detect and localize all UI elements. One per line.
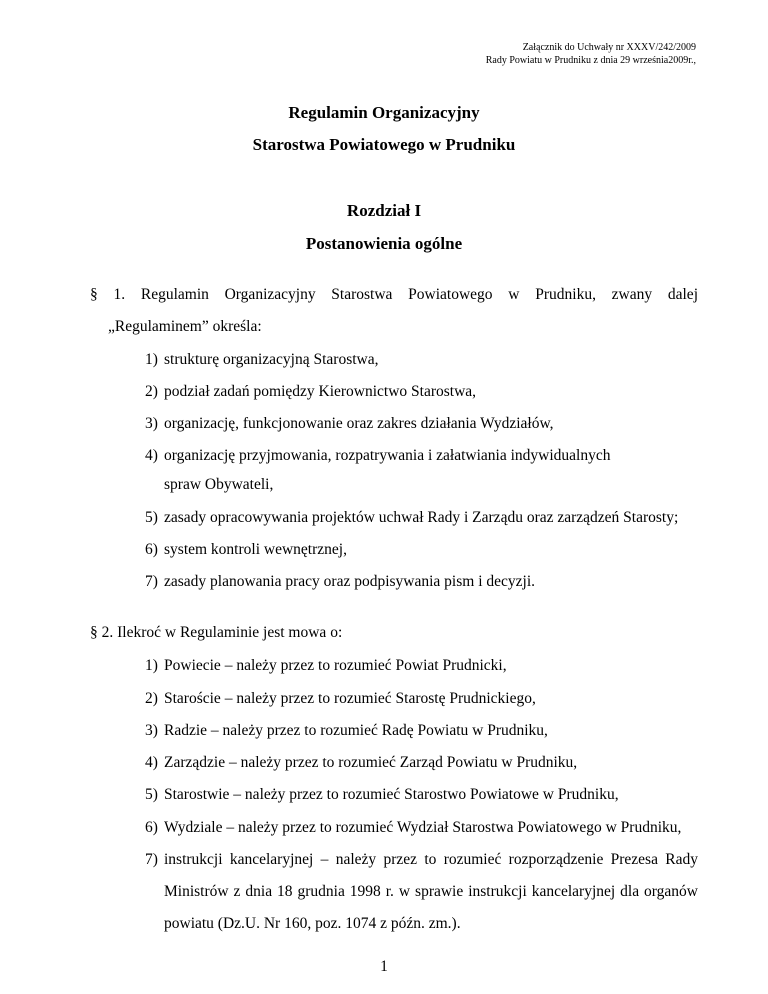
item-number: 7): [145, 851, 158, 868]
section-1-item-7: [145, 572, 535, 592]
section-2-item-1: [145, 656, 507, 676]
item-text: organizację przyjmowania, rozpatrywania i załatwiania indywidualnych: [164, 447, 611, 464]
item-number: 6): [145, 819, 158, 836]
chapter-number: Rozdział I: [346, 201, 422, 220]
item-number: 6): [145, 541, 158, 558]
item-text: Radzie – należy przez to rozumieć Radę Powiatu w Prudniku,: [164, 722, 548, 739]
page-number: 1: [380, 958, 388, 975]
item-text: podział zadań pomiędzy Kierownictwo Starostwa,: [164, 383, 477, 400]
item-number: 3): [145, 415, 158, 432]
item-number: 2): [145, 690, 158, 707]
item-number: 1): [145, 657, 158, 674]
attachment-note: [486, 41, 696, 67]
item-text: Zarządzie – należy przez to rozumieć Zarząd Powiatu w Prudniku,: [164, 754, 578, 771]
document-subtitle: Starostwa Powiatowego w Prudniku: [252, 135, 516, 154]
item-number: 5): [145, 786, 158, 803]
item-text: Staroście – należy przez to rozumieć Starostę Prudnickiego,: [164, 690, 536, 707]
item-number: 4): [145, 447, 158, 464]
chapter-name: Postanowienia ogólne: [305, 234, 463, 253]
section-1-item-6: [145, 540, 347, 560]
item-text: strukturę organizacyjną Starostwa,: [164, 351, 379, 368]
section-2-intro: § 2. Ilekroć w Regulaminie jest mowa o:: [90, 624, 343, 641]
section-1-item-4-continuation: spraw Obywateli,: [164, 476, 274, 493]
item-number: 2): [145, 383, 158, 400]
document-title: Regulamin Organizacyjny: [288, 103, 480, 122]
item-text: zasady opracowywania projektów uchwał Rady i Zarządu oraz zarządzeń Starosty;: [164, 509, 679, 526]
attachment-note-line-1: Załącznik do Uchwały nr XXXV/242/2009: [522, 42, 696, 53]
item-text: system kontroli wewnętrznej,: [164, 541, 347, 558]
item-number: 4): [145, 754, 158, 771]
section-1-item-3: [145, 414, 554, 434]
item-text: Powiecie – należy przez to rozumieć Powiat Prudnicki,: [164, 657, 507, 674]
item-text: zasady planowania pracy oraz podpisywania pism i decyzji.: [164, 573, 536, 590]
section-2-item-6: [145, 818, 681, 838]
item-text: instrukcji kancelaryjnej – należy przez to rozumieć rozporządzenie Prezesa Rady: [164, 851, 698, 868]
section-1-item-5: [145, 508, 678, 528]
section-2-item-2: [145, 689, 536, 709]
item-text: Starostwie – należy przez to rozumieć Starostwo Powiatowe w Prudniku,: [164, 786, 619, 803]
section-2-item-3: [145, 721, 548, 741]
section-1-item-2: [145, 382, 476, 402]
section-2-item-7-line-2: Ministrów z dnia 18 grudnia 1998 r. w sprawie instrukcji kancelaryjnej dla organów: [164, 883, 698, 900]
section-1-item-1: [145, 350, 379, 370]
item-number: 5): [145, 509, 158, 526]
section-1-intro-line-1: § 1. Regulamin Organizacyjny Starostwa Powiatowego w Prudniku, zwany dalej: [90, 286, 698, 303]
section-2-item-7: [145, 850, 698, 870]
section-2-item-5: [145, 785, 619, 805]
item-number: 1): [145, 351, 158, 368]
item-number: 3): [145, 722, 158, 739]
item-text: organizację, funkcjonowanie oraz zakres działania Wydziałów,: [164, 415, 554, 432]
section-1-item-4: [145, 446, 610, 466]
section-1-intro-line-2: „Regulaminem” określa:: [108, 318, 262, 335]
attachment-note-line-2: Rady Powiatu w Prudniku z dnia 29 września2009r.,: [485, 55, 696, 66]
item-text: Wydziale – należy przez to rozumieć Wydział Starostwa Powiatowego w Prudniku,: [164, 819, 682, 836]
item-number: 7): [145, 573, 158, 590]
section-2-item-7-line-3: powiatu (Dz.U. Nr 160, poz. 1074 z późn. zm.).: [164, 915, 461, 932]
section-2-item-4: [145, 753, 577, 773]
